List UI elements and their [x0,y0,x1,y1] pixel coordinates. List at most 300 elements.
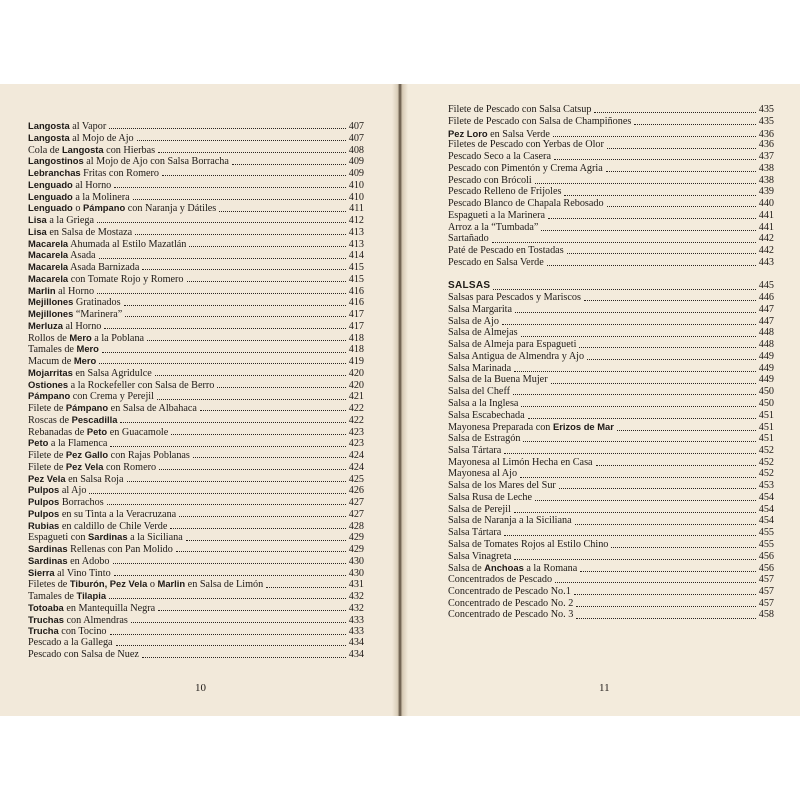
dot-leader [575,518,756,525]
entry-title: Pescado Blanco de Chapala Rebosado [448,198,604,209]
index-entry [448,233,774,245]
entry-page-number: 416 [348,297,364,309]
index-entry [28,426,364,438]
index-entry [28,437,364,449]
right-page [403,84,800,716]
index-entry [28,202,364,214]
dot-leader [125,310,345,317]
entry-title: Langosta al Vapor [28,120,107,132]
entry-title: Salsa de Estragón [448,433,521,444]
index-entry [448,151,774,163]
entry-title: Concentrado de Pescado No.1 [448,585,571,597]
index-entry [28,520,364,532]
entry-page-number: 435 [758,115,774,127]
entry-title: Macarela Ahumada al Estilo Mazatlán [28,237,187,250]
entry-page-number: 412 [348,215,364,226]
book-gutter [392,84,408,716]
entry-title: Mojarritas en Salsa Agridulce [28,366,152,379]
entry-page-number: 415 [348,262,364,273]
dot-leader [186,534,346,541]
entry-page-number: 413 [348,238,364,250]
entry-title: Mejillones “Marinera” [28,308,123,320]
entry-title: Salsa de Anchoas a la Romana [448,562,578,575]
entry-page-number: 454 [758,491,774,503]
index-entry [28,543,364,555]
dot-leader [142,263,345,270]
index-entry [448,292,774,304]
entry-page-number: 415 [348,273,364,285]
index-entry [448,128,774,140]
index-entry [28,414,364,426]
dot-leader [113,557,346,564]
index-entry [28,390,364,402]
entry-page-number: 429 [348,532,364,544]
dot-leader [607,200,756,207]
dot-leader [617,424,756,431]
index-entry [28,484,364,496]
dot-leader [109,592,346,599]
entry-title: Salsa de Tomates Rojos al Estilo Chino [448,538,609,550]
dot-leader [193,451,346,458]
entry-title: Salsa de Perejil [448,503,511,515]
index-entry [448,257,774,269]
index-entry [28,578,364,590]
entry-title: Pescado con Salsa de Nuez [28,648,139,660]
entry-title: Lenguado o Pámpano con Naranja y Dátiles [28,202,217,215]
entry-page-number: 408 [348,144,364,156]
entry-page-number: 436 [758,128,774,140]
index-entry [28,614,364,626]
index-entry [28,261,364,273]
index-entry [28,238,364,250]
entry-title: Filetes de Pescado con Yerbas de Olor [448,139,604,151]
entry-page-number: 424 [348,450,364,461]
entry-title: Pez Loro en Salsa Verde [448,127,550,140]
index-entry [448,410,774,422]
entry-title: Trucha con Tocino [28,625,107,638]
entry-page-number: 407 [348,132,364,144]
entry-title: Salsa de la Buena Mujer [448,374,548,386]
index-entry [28,132,364,144]
dot-leader [171,428,345,435]
index-entry [448,609,774,621]
entry-title: Salsa de Almejas [448,327,518,339]
entry-page-number: 455 [758,538,774,550]
entry-title: Filete de Pez Vela con Romero [28,460,157,473]
dot-leader [114,569,346,576]
index-entry [448,492,774,504]
entry-page-number: 423 [348,426,364,438]
entry-title: Lisa en Salsa de Mostaza [28,225,133,238]
dot-leader [158,146,346,153]
dot-leader [596,459,756,466]
dot-leader [548,212,756,219]
index-entry [448,116,774,128]
entry-page-number: 440 [758,198,774,209]
dot-leader [554,153,756,160]
entry-page-number: 410 [348,191,364,203]
dot-leader [120,416,345,423]
entry-title: Filete de Pez Gallo con Rajas Poblanas [28,449,190,461]
entry-title: Pez Vela en Salsa Roja [28,472,124,485]
dot-leader [587,353,756,360]
entry-title: Salsa Marinada [448,362,512,374]
entry-page-number: 437 [758,151,774,162]
entry-page-number: 423 [348,438,364,450]
index-entry [448,175,774,187]
entry-title: Rebanadas de Peto en Guacamole [28,425,169,438]
index-entry [28,508,364,520]
entry-page-number: 427 [348,508,364,520]
dot-leader [594,106,755,113]
dot-leader [137,134,346,141]
index-entry [28,191,364,203]
entry-title: Pescado con Brócoli [448,174,532,186]
dot-leader [110,628,346,635]
index-entry [448,445,774,457]
dot-leader [584,294,756,301]
dot-leader [520,471,756,478]
entry-title: Lebranchas Fritas con Romero [28,167,160,179]
entry-page-number: 450 [758,397,774,409]
index-entry [28,144,364,156]
entry-title: Cola de Langosta con Hierbas [28,143,156,156]
entry-title: Lenguado a la Molinera [28,190,130,203]
entry-page-number: 428 [348,520,364,532]
index-entry [448,104,774,116]
dot-leader [155,369,346,376]
index-entry [448,339,774,351]
dot-leader [528,412,756,419]
index-entry [448,222,774,234]
entry-page-number: 433 [348,614,364,626]
entry-title: Filete de Pescado con Salsa de Champiñones [448,115,632,127]
dot-leader [555,576,756,583]
entry-page-number: 448 [758,327,774,339]
entry-page-number: 449 [758,374,774,386]
entry-title: Pulpos Borrachos [28,496,104,508]
entry-title: Mayonesa Preparada con Erizos de Mar [448,421,614,434]
dot-leader [567,247,756,254]
dot-leader [189,240,345,247]
entry-title: Pescado a la Gallega [28,637,113,648]
entry-title: Macarela con Tomate Rojo y Romero [28,272,184,285]
index-entry [28,343,364,355]
entry-page-number: 445 [758,280,774,292]
index-entry [448,457,774,469]
entry-page-number: 447 [758,315,774,327]
dot-leader [574,588,756,595]
left-index-list [28,120,364,661]
entry-title: Espagueti a la Marinera [448,209,546,221]
entry-page-number: 409 [348,168,364,179]
entry-page-number: 416 [348,285,364,297]
index-entry [28,296,364,308]
index-entry [28,637,364,649]
entry-title: Filete de Pescado con Salsa Catsup [448,104,592,115]
dot-leader [514,365,756,372]
dot-leader [559,482,756,489]
entry-title: Totoaba en Mantequilla Negra [28,601,156,614]
dot-leader [135,228,346,235]
index-entry [28,179,364,191]
entry-page-number: 432 [348,602,364,614]
entry-page-number: 449 [758,362,774,374]
entry-page-number: 446 [758,292,774,303]
dot-leader [579,341,755,348]
entry-title: Concentrado de Pescado No. 2 [448,597,574,609]
index-entry [448,351,774,363]
entry-page-number: 409 [348,156,364,168]
dot-leader [179,510,346,517]
dot-leader [102,346,346,353]
entry-page-number: 454 [758,515,774,527]
index-entry [28,602,364,614]
dot-leader [97,216,346,223]
index-entry [28,590,364,602]
dot-leader [266,581,346,588]
entry-page-number: 438 [758,174,774,186]
dot-leader [162,169,346,176]
dot-leader [142,651,346,658]
dot-leader [580,565,755,572]
left-page-number: 10 [195,682,206,694]
index-entry [448,245,774,257]
entry-title: Mayonesa al Limón Hecha en Casa [448,456,593,468]
dot-leader [99,252,346,259]
entry-page-number: 413 [348,226,364,238]
dot-leader [535,177,756,184]
entry-page-number: 452 [758,444,774,456]
entry-page-number: 442 [758,245,774,256]
entry-title: Espagueti con Sardinas a la Siciliana [28,531,183,544]
dot-leader [576,612,755,619]
entry-page-number: 434 [348,648,364,660]
dot-leader [564,189,755,196]
entry-page-number: 441 [758,209,774,221]
entry-title: Pulpos al Ajo [28,484,87,497]
dot-leader [611,541,755,548]
index-entry [28,120,364,132]
entry-title: Macum de Mero [28,355,97,367]
section-heading-entry [448,280,774,292]
index-entry [28,167,364,179]
entry-page-number: 424 [348,461,364,473]
entry-title: Salsas para Pescados y Mariscos [448,292,581,303]
entry-title: Sartañado [448,233,489,245]
entry-page-number: 418 [348,344,364,356]
entry-page-number: 432 [348,591,364,602]
entry-page-number: 418 [348,332,364,344]
entry-page-number: 451 [758,433,774,444]
dot-leader [607,142,756,149]
index-entry [28,461,364,473]
entry-title: Salsa de los Mares del Sur [448,480,556,491]
dot-leader [606,165,756,172]
entry-page-number: 426 [348,485,364,497]
index-entry [448,504,774,516]
dot-leader [104,322,345,329]
entry-title: Salsa del Cheff [448,386,511,397]
entry-title: Salsa de Ajo [448,315,499,327]
dot-leader [159,463,346,470]
index-entry [448,363,774,375]
index-entry [448,527,774,539]
entry-title: Salsa Rusa de Leche [448,491,533,503]
entry-title: Lisa a la Griega [28,214,94,226]
dot-leader [158,604,346,611]
entry-page-number: 456 [758,550,774,562]
index-entry [448,586,774,598]
entry-title: Filete de Pámpano en Salsa de Albahaca [28,402,197,414]
dot-leader [219,205,346,212]
entry-title: Filetes de Tiburón, Pez Vela o Marlin en Salsa de Limón [28,578,264,591]
index-entry [448,421,774,433]
entry-title: Macarela Asada Barnizada [28,261,140,273]
dot-leader [127,475,346,482]
entry-title: Salsa Margarita [448,303,513,315]
dot-leader [99,357,345,364]
entry-page-number: 414 [348,250,364,262]
entry-page-number: 441 [758,221,774,233]
index-entry [28,273,364,285]
dot-leader [200,404,346,411]
entry-page-number: 420 [348,379,364,391]
entry-title: Salsa Escabechada [448,409,525,421]
dot-leader [502,318,756,325]
entry-page-number: 455 [758,527,774,538]
entry-title: Sardinas en Adobo [28,554,110,567]
index-entry [28,226,364,238]
dot-leader [110,440,345,447]
entry-title: Merluza al Horno [28,319,102,332]
index-entry [28,285,364,297]
index-entry [448,539,774,551]
left-page [0,84,396,716]
entry-title: Pescado en Salsa Verde [448,256,544,268]
entry-title: Salsa de Naranja a la Siciliana [448,515,572,527]
entry-page-number: 451 [758,409,774,421]
index-entry [448,139,774,151]
entry-page-number: 422 [348,403,364,414]
entry-title: Tamales de Mero [28,343,99,356]
index-entry [28,355,364,367]
index-entry [448,562,774,574]
dot-leader [523,435,755,442]
entry-title: Lenguado al Horno [28,178,112,191]
entry-page-number: 417 [348,309,364,320]
entry-title: Marlin al Horno [28,284,95,297]
index-entry [28,496,364,508]
index-entry [28,567,364,579]
entry-title: Salsa Antigua de Almendra y Ajo [448,350,585,362]
index-entry [28,473,364,485]
entry-title: Concentrado de Pescado No. 3 [448,609,574,621]
index-entry [28,332,364,344]
index-entry [448,327,774,339]
index-entry [448,304,774,316]
entry-page-number: 420 [348,367,364,379]
index-entry [28,555,364,567]
entry-title: Sardinas Rellenas con Pan Molido [28,543,173,555]
entry-title: Tamales de Tilapia [28,590,107,602]
entry-page-number: 430 [348,567,364,579]
index-entry [448,433,774,445]
entry-page-number: 430 [348,555,364,567]
entry-page-number: 457 [758,574,774,585]
entry-title: Salsa Tártara [448,527,502,538]
dot-leader [541,224,755,231]
dot-leader [217,381,345,388]
entry-title: Arroz a la “Tumbada” [448,221,539,233]
entry-page-number: 450 [758,386,774,397]
entry-page-number: 439 [758,186,774,198]
dot-leader [176,545,346,552]
entry-title: Pescado Relleno de Frijoles [448,186,562,198]
dot-leader [504,447,755,454]
entry-page-number: 448 [758,339,774,350]
entry-page-number: 449 [758,350,774,362]
entry-title: Langostinos al Mojo de Ajo con Salsa Borracha [28,155,229,168]
entry-title: Mayonesa al Ajo [448,468,518,480]
index-entry [448,163,774,175]
entry-page-number: 452 [758,456,774,468]
index-entry [28,249,364,261]
entry-title: Sierra al Vino Tinto [28,566,111,579]
entry-title: Concentrados de Pescado [448,574,553,585]
entry-title: Paté de Pescado en Tostadas [448,245,564,256]
entry-title: Truchas con Almendras [28,613,128,626]
dot-leader [515,306,756,313]
entry-page-number: 411 [349,203,364,215]
dot-leader [521,400,755,407]
index-entry [448,398,774,410]
index-entry [448,374,774,386]
index-entry [448,480,774,492]
entry-page-number: 453 [758,480,774,491]
index-entry [28,367,364,379]
index-entry [28,402,364,414]
dot-leader [131,616,346,623]
index-entry [28,649,364,661]
dot-leader [232,158,346,165]
index-entry [28,449,364,461]
dot-leader [124,299,346,306]
index-entry [28,155,364,167]
entry-page-number: 451 [758,422,774,434]
entry-page-number: 410 [348,179,364,191]
index-entry [448,210,774,222]
entry-title: Pulpos en su Tinta a la Veracruzana [28,507,177,520]
entry-page-number: 427 [348,497,364,508]
entry-page-number: 458 [758,609,774,621]
dot-leader [107,498,346,505]
entry-title: Macarela Asada [28,249,96,262]
entry-page-number: 436 [758,139,774,151]
index-entry [448,316,774,328]
entry-title: Salsa a la Inglesa [448,397,519,409]
book-spread [0,84,800,716]
dot-leader [114,181,345,188]
entry-title: Pescado con Pimentón y Crema Agria [448,162,603,174]
dot-leader [493,283,755,290]
entry-page-number: 435 [758,104,774,115]
entry-page-number: 454 [758,503,774,515]
index-entry [448,515,774,527]
entry-title: Rollos de Mero a la Poblana [28,331,145,344]
dot-leader [116,639,346,646]
entry-page-number: 457 [758,597,774,609]
